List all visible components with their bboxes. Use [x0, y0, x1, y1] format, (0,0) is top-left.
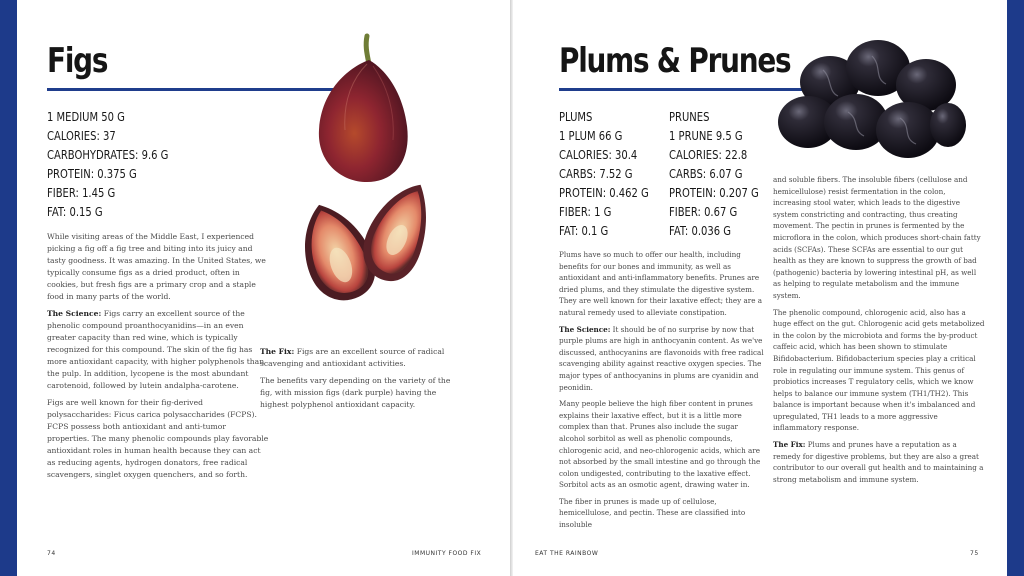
- stat-protein: PROTEIN: 0.375 G: [47, 166, 137, 181]
- plums-carbs: CARBS: 7.52 G: [559, 166, 633, 181]
- stat-serving: 1 MEDIUM 50 G: [47, 109, 125, 124]
- fig-fix-paragraph: [260, 346, 462, 370]
- stat-fiber: FIBER: 1.45 G: [47, 185, 116, 200]
- prunes-calories: CALORIES: 22.8: [669, 147, 748, 162]
- science-text: Figs carry an excellent source of the phenolic compound proanthocyanidins—in an even greater capacity than red wine, which is typically recognized for this compound. The skin of the fig has more antioxidant capacity, with higher polyphenols than the pulp. In addition, lycopene is the most abundant carotenoid, followed by lutein andalpha-carotene.: [47, 309, 265, 390]
- plums-fiber-types-paragraph: The fiber in prunes is made up of cellulose, hemicellulose, and pectin. These are classified into insoluble: [559, 496, 746, 530]
- plums-fix-paragraph: [773, 439, 985, 485]
- plums-serving: 1 PLUM 66 G: [559, 128, 623, 143]
- right-body-column-2: [773, 174, 985, 490]
- fix-label: The Fix:: [773, 440, 806, 450]
- prunes-carbs: CARBS: 6.07 G: [669, 166, 743, 181]
- stat-calories: CALORIES: 37: [47, 128, 116, 143]
- plums-intro-paragraph: Plums have so much to offer our health, including benefits for our bones and immunity, as well as antioxidant and anti-inflammatory benefits. Prunes are dried plums, and they stimulate the digestive system. They are well known for their laxative effect; they are a natural remedy used to alleviate constipation.: [559, 250, 763, 317]
- stat-carbohydrates: CARBOHYDRATES: 9.6 G: [47, 147, 169, 162]
- fix-text: Figs are an excellent source of radical scavenging and antioxidant activities.: [260, 347, 445, 368]
- fig-polysaccharides-paragraph: Figs are well known for their fig-derived polysaccharides: Ficus carica polysaccharides (FCPS). FCPS possess both antioxidant and anti-tumor properties. The many phenolic compounds play favorable antioxidant roles in human health because they can act as reducing agents, hydrogen donators, free radical scavengers, singlet oxygen quenchers, and so forth.: [47, 398, 269, 479]
- plums-fat: FAT: 0.1 G: [559, 223, 609, 238]
- fig-science-paragraph: [47, 308, 269, 392]
- left-page: [17, 0, 511, 576]
- fig-nutrition-facts: [47, 107, 168, 221]
- fig-image: [287, 30, 437, 330]
- plums-nutrition-facts: [559, 107, 649, 240]
- fix-label: The Fix:: [260, 347, 295, 356]
- fig-benefits-paragraph: The benefits vary depending on the variety of the fig, with mission figs (dark purple) having the highest polyphenol antioxidant capacity.: [260, 376, 451, 409]
- prunes-heading: PRUNES: [669, 109, 710, 124]
- science-text: It should be of no surprise by now that purple plums are high in anthocyanin content. As we've discussed, anthocyanins are flavonoids with free radical scavenging ability against reactive oxygen species. The major types of anthocyanins in plums are cyanidin and peonidin.: [559, 324, 764, 392]
- plums-science-paragraph: [559, 324, 765, 394]
- plums-soluble-fiber-paragraph: and soluble fibers. The insoluble fibers (cellulose and hemicellulose) resist fermentation in the colon, increasing stool water, which leads to the digestive system constricting and contracting, thus creating movement. The pectin in prunes is fermented by the microflora in the colon, which produces short-chain fatty acids (SCFAs). These SCFAs are essential to our gut health as they are known to suppress the growth of bad (pathogenic) bacteria by lowering intestinal pH, as well as helping to regulate metabolism and the immune system.: [773, 175, 981, 300]
- page-title: Plums & Prunes: [559, 41, 791, 81]
- prunes-image: [768, 30, 968, 170]
- prunes-serving: 1 PRUNE 9.5 G: [669, 128, 743, 143]
- plums-chlorogenic-paragraph: The phenolic compound, chlorogenic acid, also has a huge effect on the gut. Chlorogenic acid gets metabolized in the colon by the microbiota and forms the by-product caffeic acid, which has been shown to stimulate Bifidobacterium. Bifidobacterium species play a critical role in regulating our immune system. This genus of probiotics increases T regulatory cells, which we know helps to balance our immune system (TH1/TH2). This balance is important because when it's imbalanced and upregulated, TH1 leads to a more aggressive inflammatory response.: [773, 307, 985, 433]
- left-fix-column: [260, 346, 462, 416]
- plums-fiber-paragraph: Many people believe the high fiber content in prunes explains their laxative effect, but it is a little more complex than that. Prunes also include the sugar alcohol sorbitol as well as phenolic compounds, chlorogenic acid, and neo-chlorogenic acids, which are not absorbed by the small intestine and go through the colon undigested, contributing to the laxative effect. Sorbitol acts as an osmotic agent, drawing water in.: [559, 399, 761, 490]
- page-title: Figs: [47, 41, 108, 81]
- page-number: 75: [970, 550, 979, 557]
- prunes-fat: FAT: 0.036 G: [669, 223, 732, 238]
- science-label: The Science:: [47, 309, 102, 318]
- fig-intro-paragraph: While visiting areas of the Middle East, I experienced picking a fig off a fig tree and biting into its juicy and tasty goodness. It was amazing. In the United States, we typically consume figs as a dried product, often in cookies, but fresh figs are a primary crop and a staple food in many parts of the world.: [47, 232, 266, 301]
- left-body-column: [47, 231, 269, 486]
- page-number: 74: [47, 550, 56, 557]
- prunes-protein: PROTEIN: 0.207 G: [669, 185, 759, 200]
- plums-protein: PROTEIN: 0.462 G: [559, 185, 649, 200]
- plums-fiber: FIBER: 1 G: [559, 204, 612, 219]
- science-label: The Science:: [559, 324, 611, 334]
- stat-fat: FAT: 0.15 G: [47, 204, 103, 219]
- running-footer: EAT THE RAINBOW: [535, 550, 599, 557]
- plums-calories: CALORIES: 30.4: [559, 147, 638, 162]
- right-body-column-1: [559, 249, 765, 536]
- plums-heading: PLUMS: [559, 109, 593, 124]
- prunes-nutrition-facts: [669, 107, 759, 240]
- right-page: [513, 0, 1007, 576]
- fix-text: Plums and prunes have a reputation as a remedy for digestive problems, but they are also a great contributor to our overall gut health and to maintaining a strong metabolism and immune system.: [773, 440, 984, 484]
- running-footer: IMMUNITY FOOD FIX: [412, 550, 482, 557]
- prunes-fiber: FIBER: 0.67 G: [669, 204, 738, 219]
